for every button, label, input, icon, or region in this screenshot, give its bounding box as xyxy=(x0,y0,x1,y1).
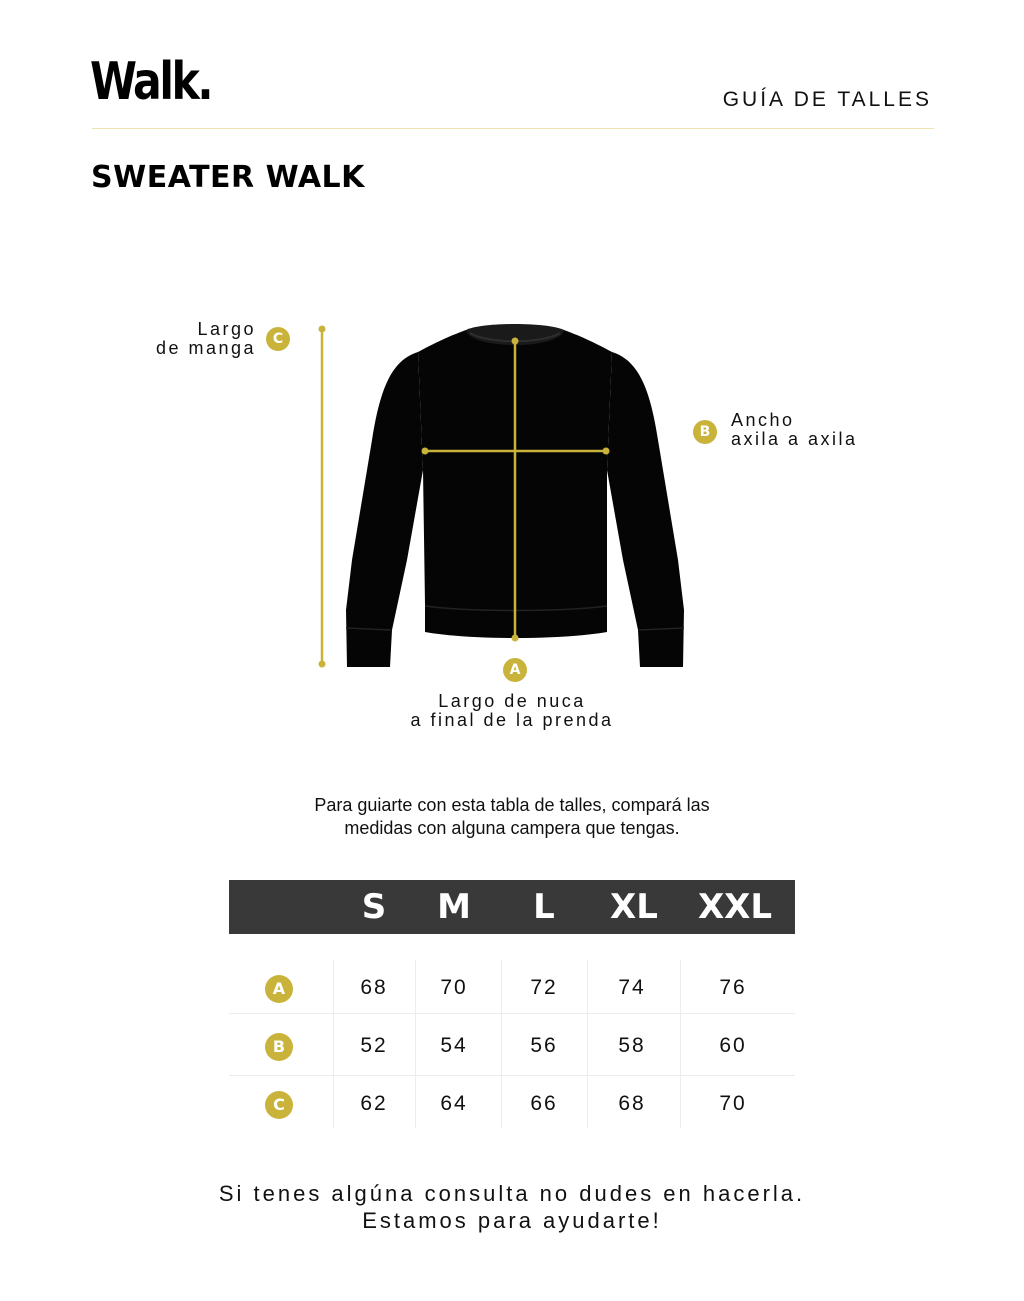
table-cell: 74 xyxy=(618,976,646,999)
table-cell: 62 xyxy=(360,1092,388,1115)
table-row xyxy=(229,1076,795,1132)
label-c-line2: de manga xyxy=(155,338,256,358)
table-cell: 64 xyxy=(440,1092,468,1115)
table-cell: 70 xyxy=(719,1092,747,1115)
intro-text xyxy=(212,794,812,840)
table-cell: 56 xyxy=(530,1034,558,1057)
size-header-xl: XL xyxy=(610,887,658,927)
size-header-s: S xyxy=(361,887,387,927)
label-b-line1: Ancho xyxy=(731,410,795,430)
intro-line2: medidas con alguna campera que tengas. xyxy=(344,818,680,838)
badge-c: C xyxy=(266,327,290,351)
table-cell: 52 xyxy=(360,1034,388,1057)
label-largo-manga xyxy=(156,320,256,358)
label-a-line1: Largo de nuca xyxy=(438,691,586,711)
label-ancho-axila xyxy=(731,411,858,449)
size-header-l: L xyxy=(533,887,555,927)
table-cell: 76 xyxy=(719,976,747,999)
row-divider xyxy=(229,1013,795,1014)
badge-a: A xyxy=(503,658,527,682)
table-cell: 70 xyxy=(440,976,468,999)
size-table-header xyxy=(229,880,795,934)
brand-logo: Walk. xyxy=(90,52,212,112)
measure-line-c xyxy=(319,326,326,668)
size-header-xxl: XXL xyxy=(697,887,773,927)
badge-b: B xyxy=(693,420,717,444)
intro-line1: Para guiarte con esta tabla de talles, compará las xyxy=(314,795,710,815)
table-row xyxy=(229,1018,795,1074)
label-largo-nuca xyxy=(312,692,712,730)
row-badge-a: A xyxy=(265,975,293,1003)
document-title: GUÍA DE TALLES xyxy=(722,88,932,111)
label-b-line2: axila a axila xyxy=(731,429,858,449)
table-cell: 54 xyxy=(440,1034,468,1057)
row-badge-c: C xyxy=(265,1091,293,1119)
size-header-m: M xyxy=(437,887,471,927)
table-cell: 68 xyxy=(360,976,388,999)
table-cell: 72 xyxy=(530,976,558,999)
table-row xyxy=(229,960,795,1016)
label-a-line2: a final de la prenda xyxy=(410,710,614,730)
table-cell: 68 xyxy=(618,1092,646,1115)
label-c-line1: Largo xyxy=(197,319,256,339)
footer-text xyxy=(112,1180,912,1234)
footer-line1: Si tenes algúna consulta no dudes en hacerla. xyxy=(218,1181,806,1206)
row-badge-b: B xyxy=(265,1033,293,1061)
product-title: SWEATER WALK xyxy=(91,160,365,195)
footer-line2: Estamos para ayudarte! xyxy=(362,1208,662,1233)
table-cell: 66 xyxy=(530,1092,558,1115)
table-cell: 60 xyxy=(719,1034,747,1057)
table-cell: 58 xyxy=(618,1034,646,1057)
